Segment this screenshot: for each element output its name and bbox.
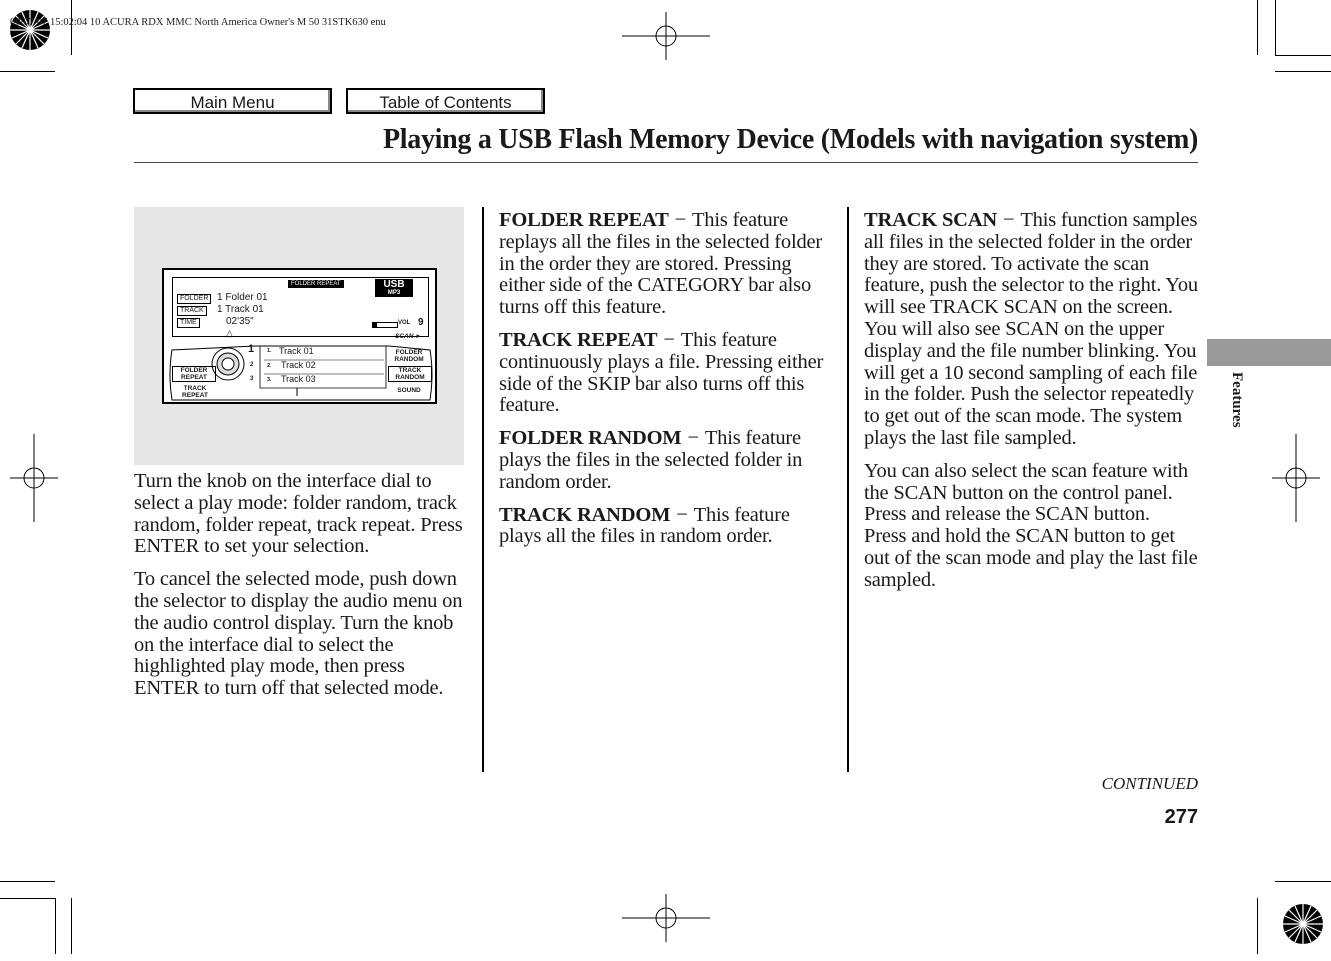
list-number: 1. [267,348,272,354]
crosshair-bottom [622,894,710,942]
column-3 [864,210,1200,603]
definition: This feature plays all the files in random order. [499,503,790,548]
definition: This function samples all files in the selected folder in the order they are stored. To activate the scan feature, push the selector to the right. You will see TRACK SCAN on the screen. You will also see SCAN on the upper display and the file number blinking. You will get a 10 second sampling of each file in the folder. Push the selector repeatedly to get out of the scan mode. The system plays the last file sampled. [864,209,1198,449]
list-item: Track 02 [281,360,316,370]
paragraph: You can also select the scan feature with the SCAN button on the control panel. [864,459,1188,504]
registration-mark-top-left [0,0,60,60]
vol-value: 9 [418,317,424,328]
crosshair-top [622,12,710,60]
crop-mark [1275,0,1276,55]
definition: This feature continuously plays a file. Pressing either side of the SKIP bar also turns off this feature. [499,328,824,417]
feature-folder-repeat [499,210,835,319]
crop-mark [55,898,56,954]
definition: This feature plays the files in the selected folder in random order. [499,427,803,493]
sound-button: SOUND [397,387,421,394]
section-tab-label: Features [1229,372,1245,428]
crop-mark [1275,881,1331,882]
dash: − [1002,209,1015,231]
registration-mark-bottom-right [1275,896,1331,956]
table-of-contents-button[interactable]: Table of Contents [346,88,545,114]
time-value: 02'35" [226,316,254,327]
section-tab [1207,339,1331,366]
crop-mark [1275,55,1331,56]
side-number-2: 2 [250,362,254,368]
definition: This feature replays all the files in the selected folder in the order they are stored. Pressing either side of the CATEGORY bar also turns off this feature. [499,209,823,319]
column-1 [134,471,470,711]
crop-mark [0,898,55,899]
track-value: 1 Track 01 [217,304,264,315]
paragraph: To cancel the selected mode, push down the selector to display the audio menu on the audio control display. Turn the knob on the interface dial to select the highlighted play mode, then press ENTER to turn off that selected mode. [134,568,463,700]
crop-mark [1275,71,1331,72]
list-item: Track 03 [281,374,316,384]
crosshair-right [1272,434,1320,522]
volume-bar [372,322,398,328]
crosshair-left [10,434,58,522]
side-number-3: 3 [250,376,254,382]
track-number: 1 [248,343,255,355]
track-random-button: TRACK RANDOM [388,366,432,382]
time-label: TIME [177,318,200,328]
feature-track-scan [864,210,1200,450]
page-title: Playing a USB Flash Memory Device (Models with navigation system) [383,124,1198,155]
term: TRACK SCAN [864,209,997,231]
feature-track-repeat [499,330,835,417]
dash: − [676,503,688,526]
scan-label: SCAN ► [395,333,422,340]
dash: − [663,328,675,351]
crop-mark [0,881,55,882]
title-divider [134,162,1198,163]
folder-label: FOLDER [177,294,211,304]
up-arrow-icon: △ [226,328,233,338]
term: TRACK RANDOM [499,503,671,526]
paragraph: Turn the knob on the interface dial to select a play mode: folder random, track random, folder repeat, track repeat. Press ENTER to set your selection. [134,470,463,558]
source-badge: USB [375,279,413,290]
paragraph: Press and release the SCAN button. [864,503,1150,526]
column-divider [482,207,484,772]
term: FOLDER REPEAT [499,209,669,231]
mode-badge: FOLDER REPEAT [288,280,344,288]
column-divider [847,207,849,772]
dash: − [687,427,699,450]
crop-mark [1257,898,1258,954]
term: FOLDER RANDOM [499,427,682,450]
feature-folder-random [499,428,835,493]
page-number: 277 [1164,806,1198,828]
term: TRACK REPEAT [499,328,658,351]
list-number: 3. [267,377,272,383]
crop-mark [0,71,55,72]
column-2 [499,210,835,559]
continued-label: CONTINUED [1101,774,1198,793]
feature-track-random [499,505,835,549]
folder-repeat-button: FOLDER REPEAT [172,366,216,382]
vol-label: VOL [398,320,411,326]
dash: − [674,209,686,231]
crop-mark [71,898,72,954]
audio-display-illustration [162,268,437,404]
track-label: TRACK [177,306,207,316]
folder-random-button: FOLDER RANDOM [394,349,424,363]
track-repeat-button: TRACK REPEAT [182,385,208,399]
crop-mark [1257,0,1258,55]
print-header: 09/07/07 15:02:04 10 ACURA RDX MMC North America Owner's M 50 31STK630 enu [10,17,386,28]
list-item: Track 01 [279,346,314,356]
folder-value: 1 Folder 01 [217,292,268,303]
main-menu-button[interactable]: Main Menu [133,88,332,114]
list-number: 2. [267,363,272,369]
paragraph: Press and hold the SCAN button to get out of the scan mode and play the last file sampled. [864,525,1198,591]
format-badge: MP3 [375,290,413,297]
